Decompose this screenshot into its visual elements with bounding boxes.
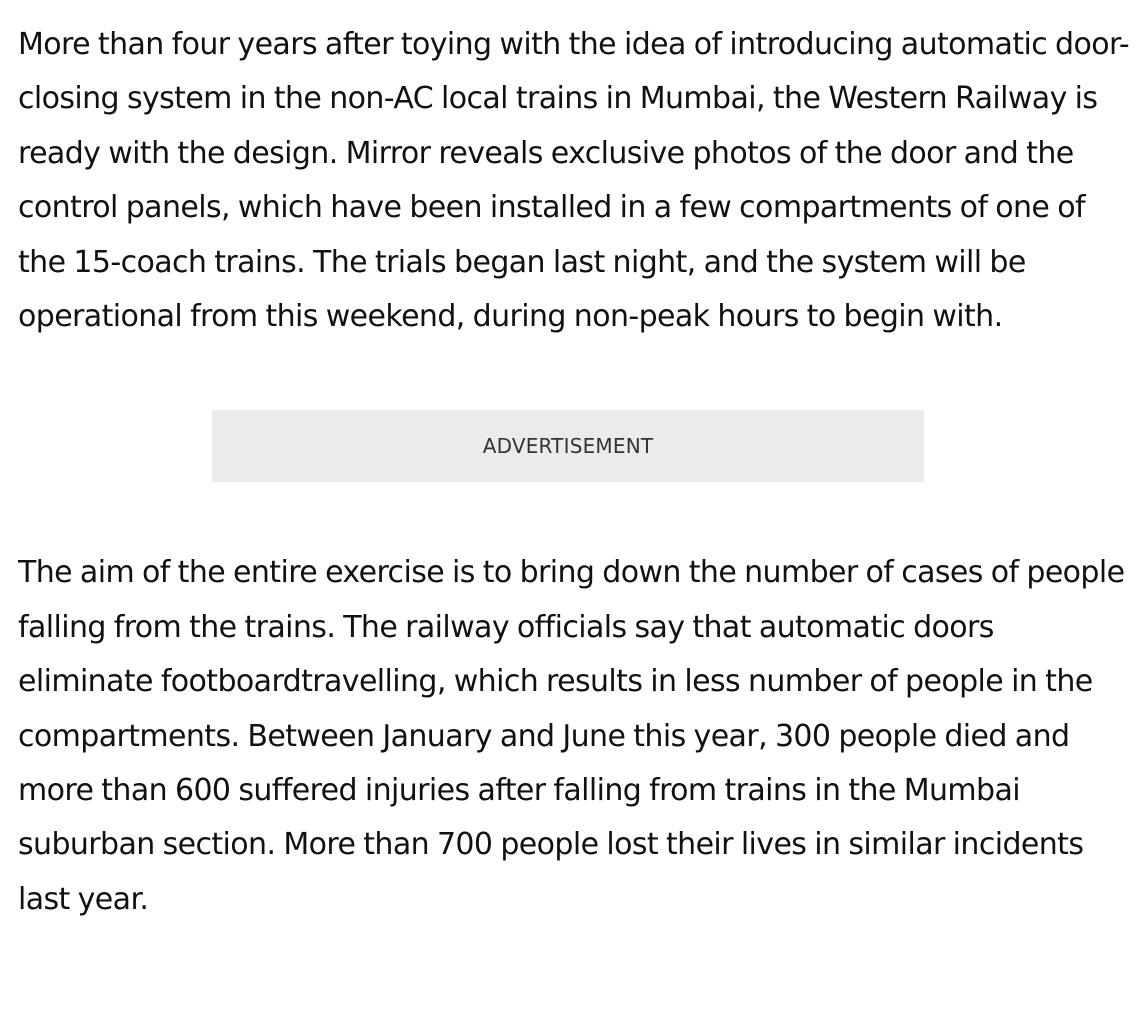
article-paragraph-1: More than four years after toying with the idea of introducing automatic door-closing system in the non-AC local trains in Mumbai, the Western Railway is ready with the design. Mirror reveals exclusive photos of the door and the control panels, which have been installed in a few compartments of one of the 15-coach trains. The trials began last night, and the system will be operational from this weekend, during non-peak hours to begin with. — [18, 27, 1130, 335]
advertisement-box[interactable] — [212, 410, 924, 482]
advertisement-label: ADVERTISEMENT — [482, 434, 654, 459]
advertisement-slot — [18, 410, 1136, 482]
article-body — [18, 18, 1136, 927]
article-paragraph-2: The aim of the entire exercise is to bring down the number of cases of people falling from the trains. The railway officials say that automatic doors eliminate footboardtravelling, which results in less number of people in the compartments. Between January and June this year, 300 people died and more than 600 suffered injuries after falling from trains in the Mumbai suburban section. More than 700 people lost their lives in similar incidents last year. — [18, 555, 1125, 917]
